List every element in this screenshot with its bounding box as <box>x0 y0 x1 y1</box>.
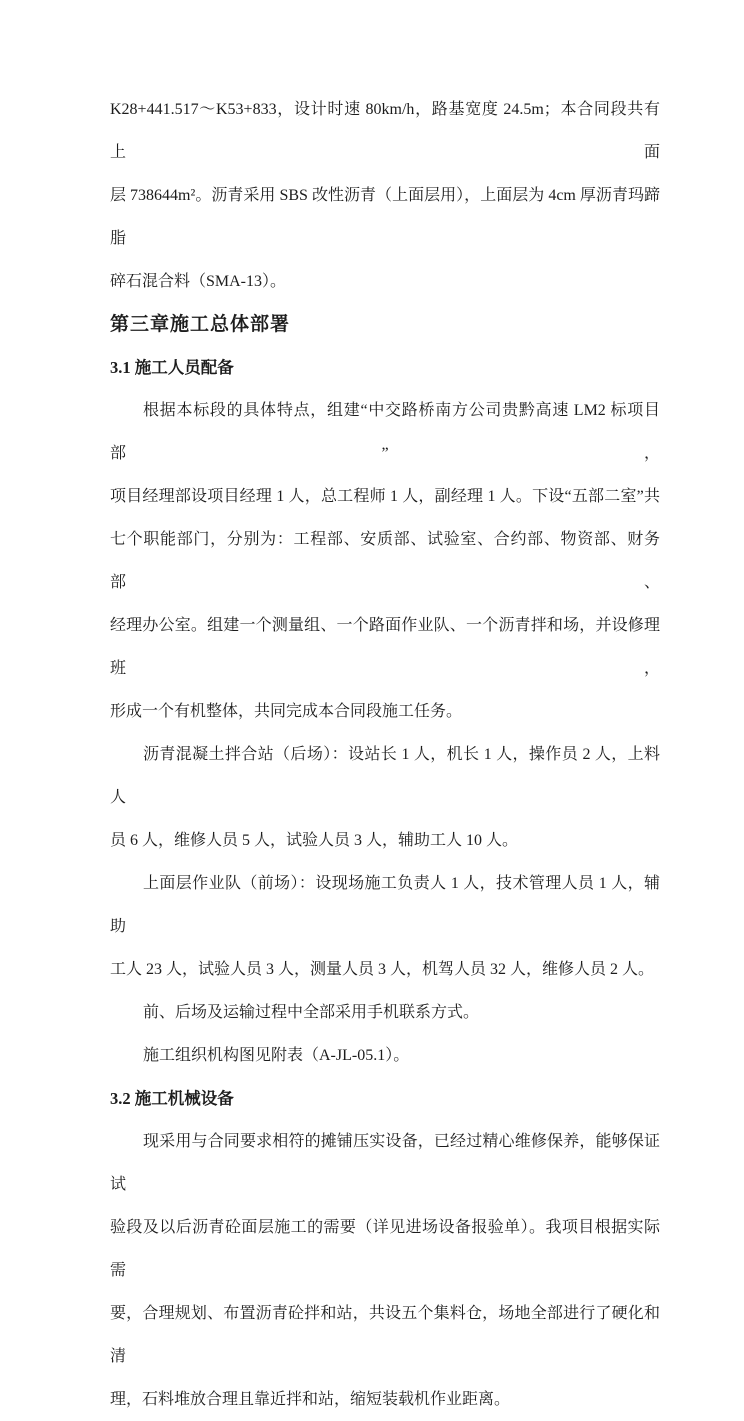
section-heading-3-1: 3.1 施工人员配备 <box>110 358 234 377</box>
text-line: 项目经理部设项目经理 1 人，总工程师 1 人，副经理 1 人。下设“五部二室”共 <box>110 488 660 505</box>
contact-paragraph <box>110 991 660 1034</box>
intro-paragraph <box>110 88 660 303</box>
text-line: 根据本标段的具体特点，组建“中交路桥南方公司贵黔高速 LM2 标项目部”， <box>110 402 660 462</box>
org-chart-reference-paragraph <box>110 1034 660 1077</box>
text-line: 员 6 人，维修人员 5 人，试验人员 3 人，辅助工人 10 人。 <box>110 832 519 849</box>
text-line: 七个职能部门，分别为：工程部、安质部、试验室、合约部、物资部、财务部、 <box>110 531 660 591</box>
text-line: 上面层作业队（前场）：设现场施工负责人 1 人，技术管理人员 1 人，辅助 <box>110 875 660 935</box>
text-line: 前、后场及运输过程中全部采用手机联系方式。 <box>143 1004 480 1021</box>
text-line: 沥青混凝土拌合站（后场）：设站长 1 人，机长 1 人，操作员 2 人，上料人 <box>110 746 660 806</box>
text-line: K28+441.517～K53+833，设计时速 80km/h，路基宽度 24.5m；本合同段共有上面 <box>110 101 660 161</box>
text-line: 经理办公室。组建一个测量组、一个路面作业队、一个沥青拌和场，并设修理班， <box>110 617 660 677</box>
text-line: 理，石料堆放合理且靠近拌和站，缩短装载机作业距离。 <box>110 1391 511 1408</box>
text-line: 现采用与合同要求相符的摊铺压实设备，已经过精心维修保养，能够保证试 <box>110 1133 660 1193</box>
text-line: 层 738644m²。沥青采用 SBS 改性沥青（上面层用），上面层为 4cm 厚沥青玛蹄脂 <box>110 187 660 247</box>
back-field-paragraph <box>110 733 660 862</box>
chapter-heading: 第三章施工总体部署 <box>110 314 291 335</box>
front-field-paragraph <box>110 862 660 991</box>
section-heading-3-2: 3.2 施工机械设备 <box>110 1089 234 1108</box>
text-line: 工人 23 人，试验人员 3 人，测量人员 3 人，机驾人员 32 人，维修人员 2 人。 <box>110 961 655 978</box>
text-line: 验段及以后沥青砼面层施工的需要（详见进场设备报验单）。我项目根据实际需 <box>110 1219 660 1279</box>
personnel-org-paragraph <box>110 389 660 733</box>
document-content <box>110 88 660 1421</box>
text-line: 要，合理规划、布置沥青砼拌和站，共设五个集料仓，场地全部进行了硬化和清 <box>110 1305 660 1365</box>
text-line: 形成一个有机整体，共同完成本合同段施工任务。 <box>110 703 463 720</box>
text-line: 碎石混合料（SMA-13）。 <box>110 273 287 290</box>
text-line: 施工组织机构图见附表（A-JL-05.1）。 <box>143 1047 410 1064</box>
equipment-paragraph <box>110 1120 660 1421</box>
